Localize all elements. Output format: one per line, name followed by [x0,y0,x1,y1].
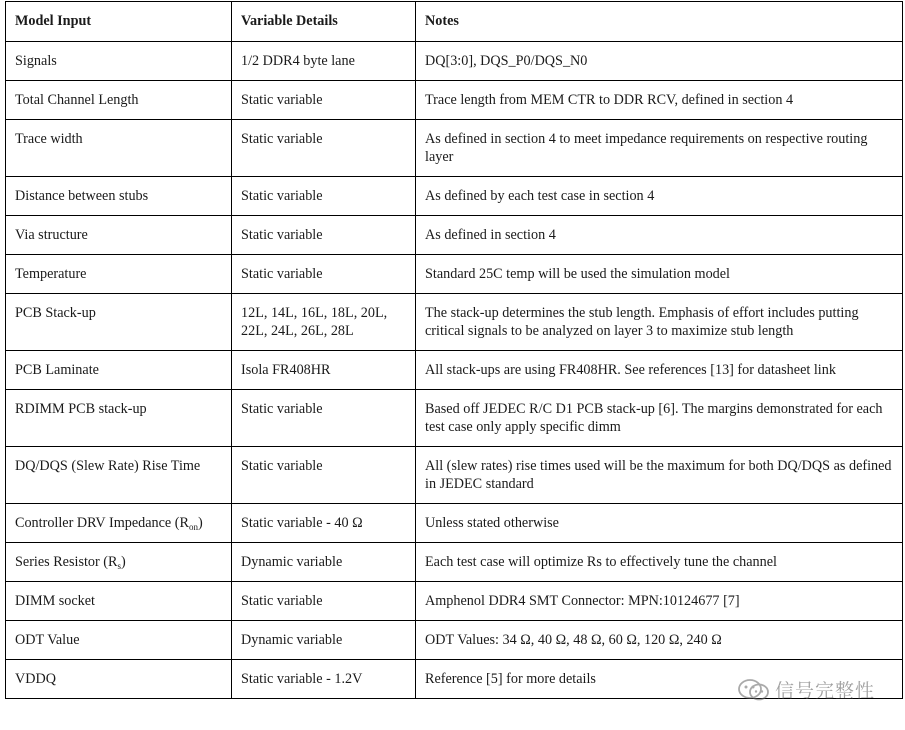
model-input-text: Total Channel Length [15,92,139,108]
table-row [6,390,903,447]
model-input-text: DQ/DQS (Slew Rate) Rise Time [15,458,201,474]
cell-notes: Unless stated otherwise [416,504,903,543]
cell-variable-details: Static variable [232,177,416,216]
model-input-suffix: ) [120,554,126,570]
table-row [6,504,903,543]
cell-variable-details: Static variable [232,390,416,447]
cell-model-input [6,447,232,504]
wechat-channel-icon [737,677,771,703]
cell-variable-details: Static variable [232,81,416,120]
cell-notes: Trace length from MEM CTR to DDR RCV, defined in section 4 [416,81,903,120]
cell-notes: DQ[3:0], DQS_P0/DQS_N0 [416,42,903,81]
cell-notes: Each test case will optimize Rs to effectively tune the channel [416,543,903,582]
model-input-text: Distance between stubs [15,188,149,204]
cell-model-input [6,294,232,351]
table-row [6,582,903,621]
table-header-row [6,2,903,42]
model-input-subscript: on [188,522,198,532]
model-input-text: RDIMM PCB stack-up [15,401,147,417]
cell-notes: All stack-ups are using FR408HR. See references [13] for datasheet link [416,351,903,390]
model-input-suffix: ) [197,515,203,531]
table-row [6,447,903,504]
watermark-text: 信号完整性 [774,680,875,702]
cell-model-input [6,351,232,390]
cell-notes: ODT Values: 34 Ω, 40 Ω, 48 Ω, 60 Ω, 120 Ω, 240 Ω [416,621,903,660]
cell-variable-details: 12L, 14L, 16L, 18L, 20L, 22L, 24L, 26L, 28L [232,294,416,351]
model-input-table [5,1,903,699]
cell-variable-details: Static variable - 40 Ω [232,504,416,543]
model-input-text: Signals [15,53,57,69]
cell-notes: The stack-up determines the stub length. Emphasis of effort includes putting critical signals to be analyzed on layer 3 to maximize stub length [416,294,903,351]
model-input-text: PCB Laminate [15,362,99,378]
table-row [6,120,903,177]
model-input-text: VDDQ [15,671,56,687]
cell-model-input [6,120,232,177]
cell-model-input [6,177,232,216]
cell-model-input [6,255,232,294]
table-row [6,621,903,660]
cell-variable-details: Static variable - 1.2V [232,660,416,699]
cell-model-input [6,621,232,660]
cell-notes: As defined in section 4 [416,216,903,255]
cell-notes: All (slew rates) rise times used will be the maximum for both DQ/DQS as defined in JEDEC standard [416,447,903,504]
table-row [6,255,903,294]
cell-model-input [6,660,232,699]
model-input-text: PCB Stack-up [15,305,96,321]
cell-notes: As defined in section 4 to meet impedance requirements on respective routing layer [416,120,903,177]
model-input-text: Controller DRV Impedance (R [15,515,189,531]
model-input-text: Temperature [15,266,87,282]
cell-model-input [6,582,232,621]
table-row [6,294,903,351]
table-row [6,543,903,582]
cell-variable-details: 1/2 DDR4 byte lane [232,42,416,81]
cell-model-input [6,504,232,543]
cell-notes: Amphenol DDR4 SMT Connector: MPN:10124677 [7] [416,582,903,621]
header-variable-details: Variable Details [232,2,416,42]
header-notes: Notes [416,2,903,42]
cell-model-input [6,216,232,255]
cell-variable-details: Static variable [232,447,416,504]
cell-notes: As defined by each test case in section 4 [416,177,903,216]
watermark [737,676,875,703]
model-input-text: ODT Value [15,632,80,648]
cell-variable-details: Static variable [232,255,416,294]
model-input-text: Via structure [15,227,88,243]
table-row [6,42,903,81]
cell-model-input [6,543,232,582]
header-model-input: Model Input [6,2,232,42]
table-row [6,216,903,255]
cell-variable-details: Static variable [232,120,416,177]
model-input-subscript: s [117,561,121,571]
cell-model-input [6,81,232,120]
cell-variable-details: Static variable [232,582,416,621]
cell-variable-details: Dynamic variable [232,543,416,582]
table-row [6,81,903,120]
cell-model-input [6,390,232,447]
cell-notes: Standard 25C temp will be used the simulation model [416,255,903,294]
model-input-text: Trace width [15,131,83,147]
cell-notes: Based off JEDEC R/C D1 PCB stack-up [6]. The margins demonstrated for each test case only apply specific dimm [416,390,903,447]
table-row [6,351,903,390]
cell-notes: Reference [5] for more details [416,660,903,699]
table-row [6,177,903,216]
cell-model-input [6,42,232,81]
cell-variable-details: Isola FR408HR [232,351,416,390]
model-input-text: DIMM socket [15,593,95,609]
cell-variable-details: Static variable [232,216,416,255]
cell-variable-details: Dynamic variable [232,621,416,660]
model-input-text: Series Resistor (R [15,554,118,570]
